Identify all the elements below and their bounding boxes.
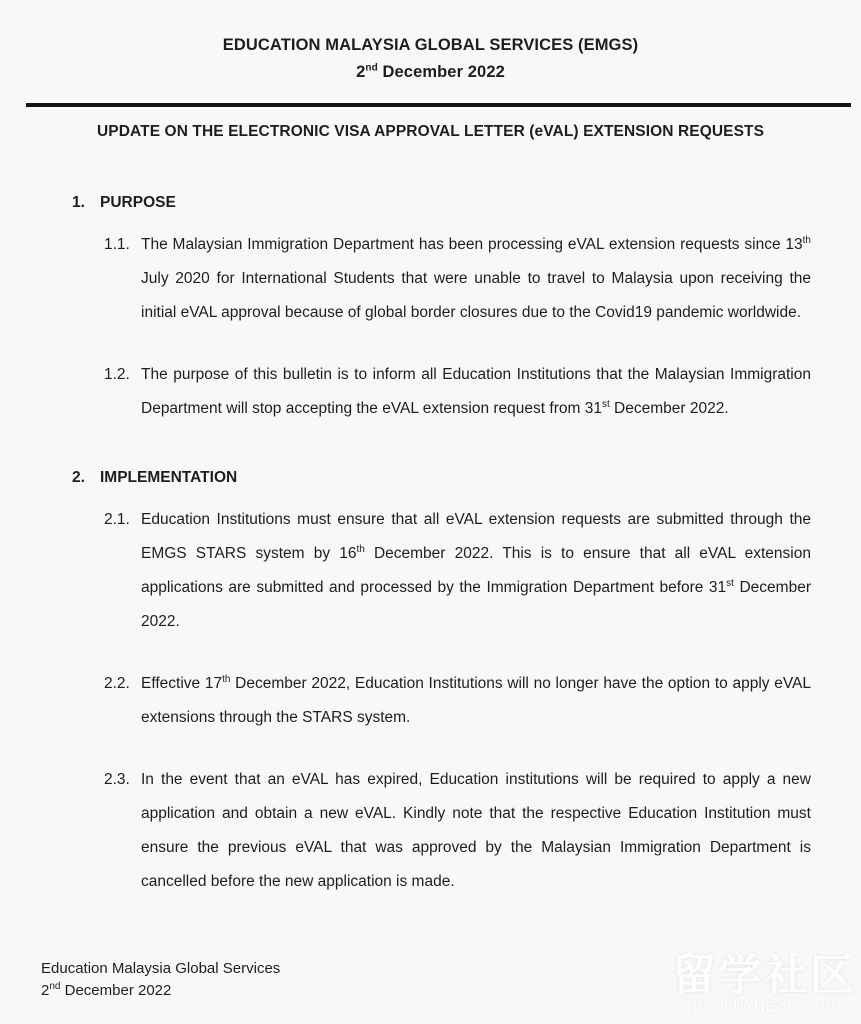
paragraph-text: Education Institutions must ensure that all eVAL extension requests are submitted through the EMGS STARS system by 16th December 2022. This is to ensure that all eVAL extension applications are submitted and processed by the Immigration Department before 31st December 2022. — [141, 511, 811, 630]
paragraph-number: 2.3. — [104, 771, 130, 788]
numbered-paragraph — [104, 358, 861, 426]
paragraph-number: 2.1. — [104, 511, 130, 528]
paragraph-text: Effective 17th December 2022, Education Institutions will no longer have the option to apply eVAL extensions through the STARS system. — [141, 673, 812, 726]
section-number: 1. — [72, 194, 85, 211]
section-items — [0, 228, 861, 426]
paragraph-number: 1.1. — [104, 236, 130, 253]
document-subject: UPDATE ON THE ELECTRONIC VISA APPROVAL LETTER (eVAL) EXTENSION REQUESTS — [96, 123, 765, 140]
paragraph-text: The Malaysian Immigration Department has been processing eVAL extension requests since 13th July 2020 for International Students that were unable to travel to Malaysia upon receiving the initial eVAL approval because of global border closures due to the Covid19 pandemic worldwide. — [141, 234, 811, 321]
header-date: 2nd December 2022 — [356, 62, 505, 81]
section-number: 2. — [72, 469, 85, 486]
sections-container — [0, 193, 861, 899]
numbered-paragraph — [104, 667, 861, 735]
document-section — [0, 193, 861, 426]
watermark-url-text: bbs.liuxue86.com — [686, 995, 842, 1017]
section-title: IMPLEMENTATION — [100, 469, 238, 486]
watermark-cn-text: 留学社区 — [672, 951, 856, 1000]
paragraph-number: 1.2. — [104, 366, 130, 383]
numbered-paragraph — [104, 503, 861, 639]
section-heading — [72, 468, 861, 488]
section-items — [0, 503, 861, 899]
watermark — [672, 951, 856, 1017]
numbered-paragraph — [104, 228, 861, 330]
section-title: PURPOSE — [100, 194, 176, 211]
horizontal-rule — [26, 103, 851, 107]
section-heading — [72, 193, 861, 213]
numbered-paragraph — [104, 763, 861, 899]
paragraph-number: 2.2. — [104, 675, 130, 692]
footer-org: Education Malaysia Global Services — [41, 960, 281, 977]
paragraph-text: In the event that an eVAL has expired, Education institutions will be required to apply a new application and obtain a new eVAL. Kindly note that the respective Education Institution must ensure the previous eVAL that was approved by the Malaysian Immigration Department is cancelled before the new application is made. — [141, 771, 811, 890]
footer-date: 2nd December 2022 — [41, 981, 172, 999]
document-header — [0, 0, 861, 86]
document-footer — [41, 958, 280, 1002]
paragraph-text: The purpose of this bulletin is to inform all Education Institutions that the Malaysian Immigration Department will stop accepting the eVAL extension request from 31st December 2022. — [141, 366, 811, 417]
document-section — [0, 468, 861, 899]
org-title: EDUCATION MALAYSIA GLOBAL SERVICES (EMGS) — [222, 36, 639, 54]
